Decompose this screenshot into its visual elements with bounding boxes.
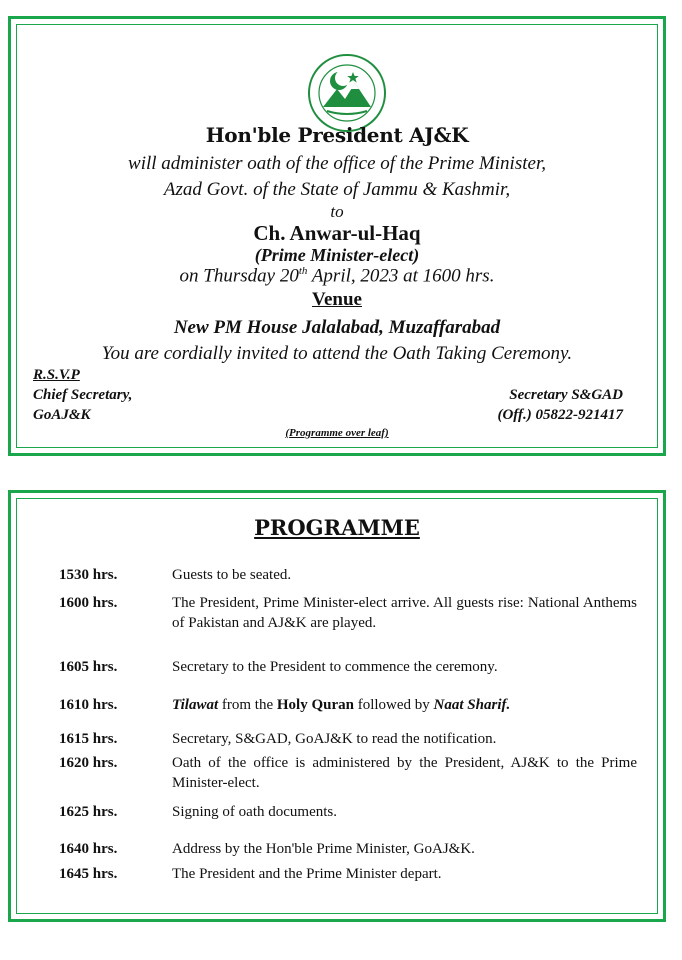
programme-overleaf-note: (Programme over leaf) (285, 427, 389, 439)
programme-time: 1620 hrs. (59, 755, 118, 771)
venue-heading: Venue (312, 289, 362, 310)
programme-card (8, 490, 666, 922)
invitation-to: to (330, 202, 344, 221)
contact-right-phone: (Off.) 05822-921417 (497, 407, 623, 423)
invitation-line-2: Azad Govt. of the State of Jammu & Kashmir, (163, 179, 511, 200)
invitation-card (8, 16, 666, 456)
prime-minister-role: (Prime Minister-elect) (254, 245, 420, 265)
programme-activity: Oath of the office is administered by the President, AJ&K to the Prime Minister-elect. (172, 755, 637, 791)
programme-time: 1625 hrs. (59, 804, 118, 820)
programme-activity: The President, Prime Minister-elect arrive. All guests rise: National Anthems of Pakistan and AJ&K are played. (172, 595, 637, 631)
programme-activity: Signing of oath documents. (172, 804, 337, 820)
contact-left-org: GoAJ&K (33, 407, 91, 423)
programme-activity: Address by the Hon'ble Prime Minister, GoAJ&K. (172, 841, 475, 857)
activity-text-b: from the (218, 697, 277, 713)
event-date-prefix: on Thursday 20 (179, 265, 299, 287)
contact-left-title: Chief Secretary, (33, 387, 133, 403)
programme-activity: The President and the Prime Minister depart. (172, 866, 442, 882)
programme-time: 1530 hrs. (59, 567, 118, 583)
programme-time: 1645 hrs. (59, 866, 118, 882)
event-date-sup: th (298, 265, 308, 277)
venue-location: New PM House Jalalabad, Muzaffarabad (173, 317, 501, 338)
prime-minister-name: Ch. Anwar-ul-Haq (253, 221, 421, 245)
holy-quran-text: Holy Quran (276, 697, 354, 713)
programme-time: 1600 hrs. (59, 595, 118, 611)
programme-time: 1615 hrs. (59, 731, 118, 747)
programme-time: 1610 hrs. (59, 697, 118, 713)
rsvp-label: R.S.V.P (33, 367, 80, 383)
programme-heading: PROGRAMME (254, 515, 420, 540)
programme-activity: Secretary, S&GAD, GoAJ&K to read the notification. (172, 731, 497, 747)
programme-activity: Secretary to the President to commence the ceremony. (172, 659, 498, 675)
invitation-title: Hon'ble President AJ&K (205, 123, 469, 147)
activity-text-d: followed by (353, 697, 434, 713)
contact-right-title: Secretary S&GAD (509, 387, 623, 403)
invitation-message: You are cordially invited to attend the Oath Taking Ceremony. (101, 343, 573, 364)
programme-activity (172, 695, 637, 715)
invitation-line-1: will administer oath of the office of the Prime Minister, (128, 153, 546, 174)
tilawat-text: Tilawat (172, 697, 219, 713)
naat-sharif-text: Naat Sharif. (433, 697, 511, 713)
programme-time: 1605 hrs. (59, 659, 118, 675)
programme-time: 1640 hrs. (59, 841, 118, 857)
event-date-suffix: April, 2023 at 1600 hrs. (307, 265, 495, 287)
event-date (11, 265, 663, 287)
programme-activity: Guests to be seated. (172, 567, 292, 583)
